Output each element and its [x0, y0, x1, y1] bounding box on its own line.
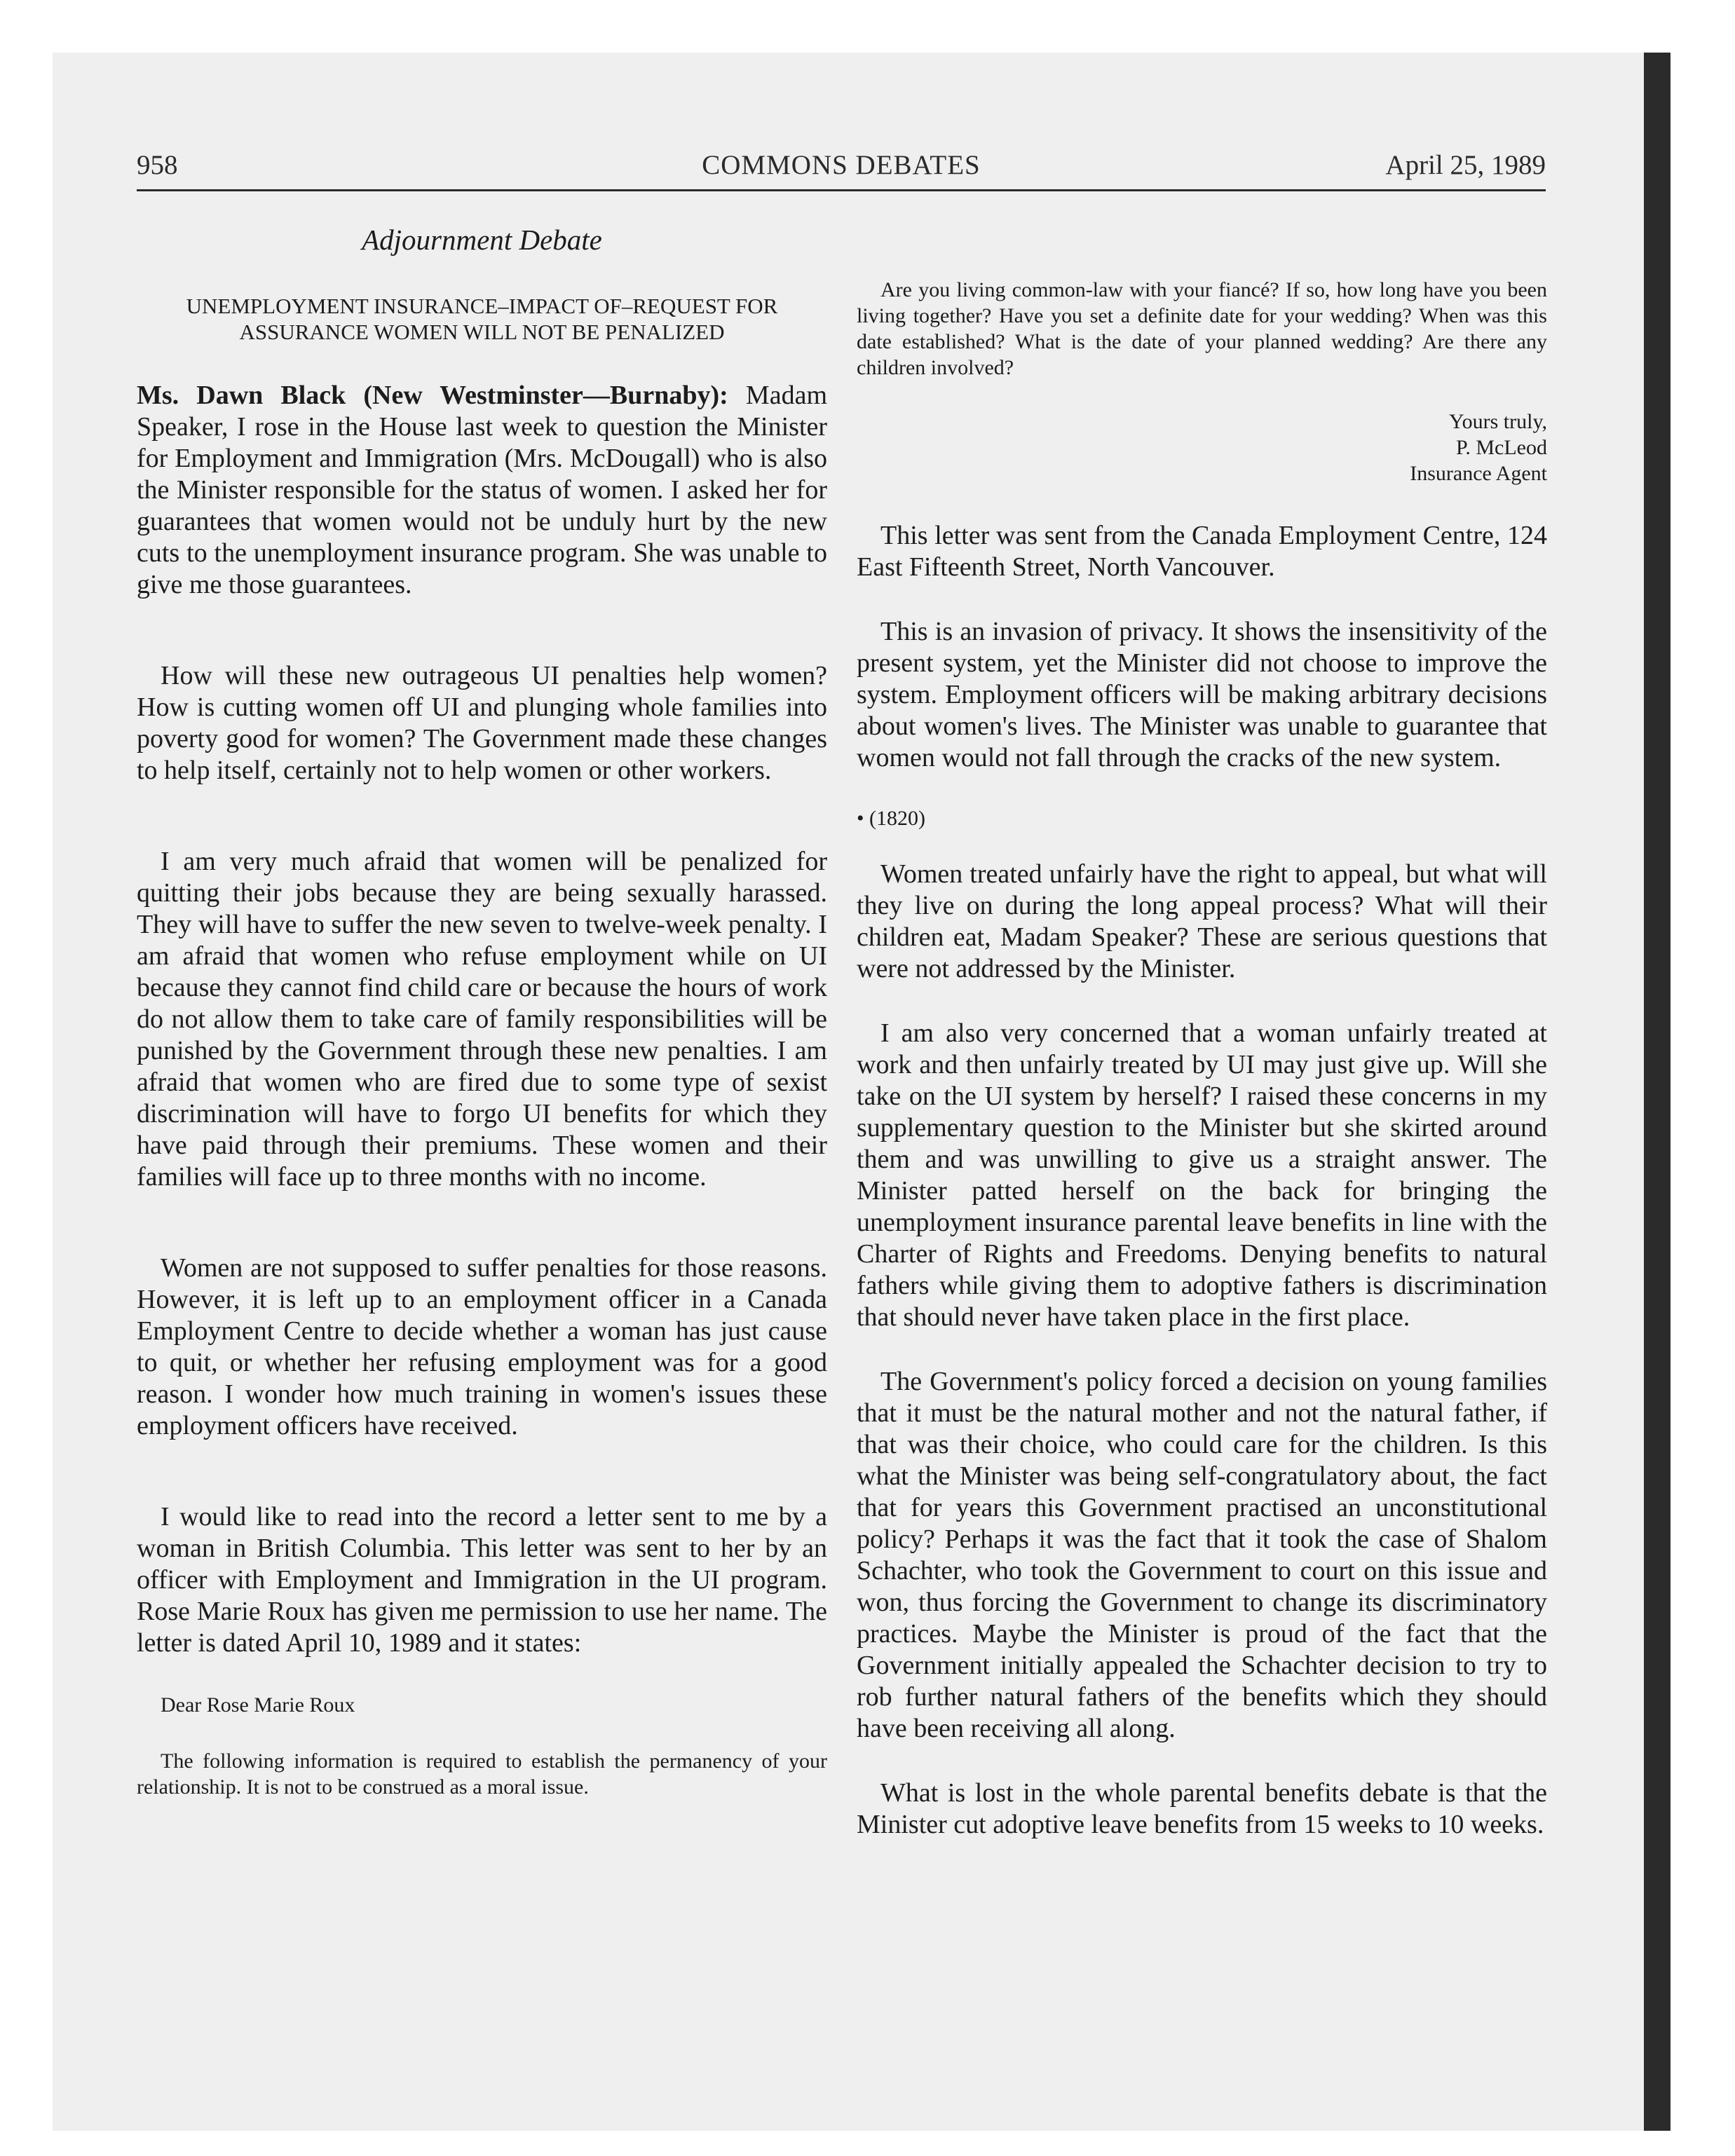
speech-paragraph: I am very much afraid that women will be penalized for quitting their jobs because they are being sexually harassed. They will have to suffer the new seven to twelve-week penalty. I am afraid that women who refuse employment while on UI because they cannot find child care or because the hours of work do not allow them to take care of family responsibilities will be punished by the Government through these new penalties. I am afraid that women who are fired due to some type of sexist discrimination will have to forgo UI benefits for which they have paid through their premiums. These women and their families will face up to three months with no income.	[137, 847, 827, 1192]
left-column	[137, 223, 827, 1800]
speech-paragraph: What is lost in the whole parental benefits debate is that the Minister cut adoptive leave benefits from 15 weeks to 10 weeks.	[857, 1778, 1547, 1839]
letter-signer: P. McLeod	[1456, 436, 1547, 459]
speech-paragraph: This is an invasion of privacy. It shows the insensitivity of the present system, yet the Minister did not choose to improve the system. Employment officers will be making arbitrary decisions about women's lives. The Minister was unable to guarantee that women would not fall through the cracks of the new system.	[857, 617, 1547, 772]
publication-title: COMMONS DEBATES	[702, 150, 981, 180]
speech-paragraph: Women are not supposed to suffer penalties for those reasons. However, it is left up to an employment officer in a Canada Employment Centre to decide whether a woman has just cause to quit, or whether her refusing employment was for a good reason. I wonder how much training in women's issues these employment officers have received.	[137, 1253, 827, 1440]
speech-paragraph: This letter was sent from the Canada Employment Centre, 124 East Fifteenth Street, North Vancouver.	[857, 521, 1547, 582]
publication-date: April 25, 1989	[1385, 150, 1546, 180]
speech-paragraph: I would like to read into the record a letter sent to me by a woman in British Columbia. This letter was sent to her by an officer with Employment and Immigration in the UI program. Rose Marie Roux has given me permission to use her name. The letter is dated April 10, 1989 and it states:	[137, 1502, 827, 1658]
letter-greeting: Dear Rose Marie Roux	[161, 1693, 355, 1717]
section-title: Adjournment Debate	[362, 224, 602, 256]
speech-paragraph: How will these new outrageous UI penalties help women? How is cutting women off UI and plunging whole families into poverty good for women? The Government made these changes to help itself, certainly not to help women or other workers.	[137, 661, 827, 785]
letter-signer-title: Insurance Agent	[1410, 462, 1547, 485]
scan-edge-shadow	[1644, 53, 1671, 2131]
page-header	[137, 149, 1546, 191]
letter-body-continued: Are you living common-law with your fiancé? If so, how long have you been living together? Have you set a definite date for your wedding? When was this date established? What is the date of your planned wedding? Are there any children involved?	[857, 278, 1547, 379]
speech-paragraph: The Government's policy forced a decision on young families that it must be the natural mother and not the natural father, if that was their choice, who could care for the children. Is this what the Minister was being self-congratulatory about, the fact that for years this Government practised an unconstitutional policy? Perhaps it was the fact that it took the case of Shalom Schachter, who took the Government to court on this issue and won, thus forcing the Government to change its discriminatory practices. Maybe the Minister is proud of the fact that the Government initially appealed the Schachter decision to try to rob further natural fathers of the benefits which they should have been receiving all along.	[857, 1367, 1547, 1743]
speech-paragraph: Women treated unfairly have the right to appeal, but what will they live on during the long appeal process? What will their children eat, Madam Speaker? These are serious questions that were not addressed by the Minister.	[857, 859, 1547, 983]
speaker-name: Ms. Dawn Black (New Westminster—Burnaby):	[137, 381, 728, 410]
right-column	[857, 277, 1547, 1874]
speech-paragraph: Ms. Dawn Black (New Westminster—Burnaby): Madam Speaker, I rose in the House last week to question the Minister for Employment and Immigration (Mrs. McDougall) who is also the Minister responsible for the status of women. I asked her for guarantees that women would not be unduly hurt by the new cuts to the unemployment insurance program. She was unable to give me those guarantees.	[137, 381, 827, 599]
topic-title: UNEMPLOYMENT INSURANCE–IMPACT OF–REQUEST FOR ASSURANCE WOMEN WILL NOT BE PENALIZED	[186, 294, 778, 344]
header-rule	[137, 189, 1546, 191]
page-number: 958	[137, 150, 178, 180]
timestamp: • (1820)	[857, 807, 925, 830]
letter-body: The following information is required to establish the permanency of your relationship. It is not to be construed as a moral issue.	[137, 1749, 827, 1799]
letter-signature	[857, 409, 1547, 486]
letter-closing: Yours truly,	[1448, 410, 1547, 433]
speech-paragraph: I am also very concerned that a woman unfairly treated at work and then unfairly treated by UI may just give up. Will she take on the UI system by herself? I raised these concerns in my supplementary question to the Minister but she skirted around them and was unwilling to give us a straight answer. The Minister patted herself on the back for bringing the unemployment insurance parental leave benefits in line with the Charter of Rights and Freedoms. Denying benefits to natural fathers while giving them to adoptive fathers is discrimination that should never have taken place in the first place.	[857, 1018, 1547, 1332]
